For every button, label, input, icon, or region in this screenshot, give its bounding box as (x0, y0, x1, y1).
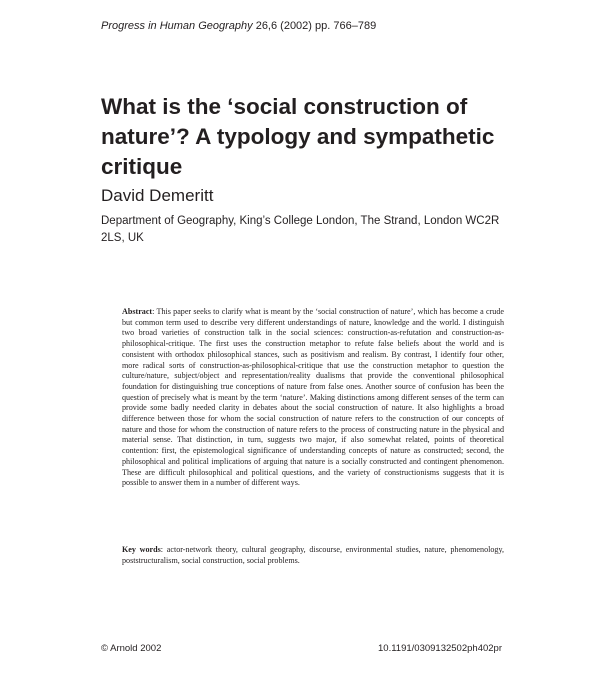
journal-volume-pages: 26,6 (2002) pp. 766–789 (252, 20, 377, 32)
copyright-notice: © Arnold 2002 (101, 643, 162, 654)
author-name: David Demeritt (101, 186, 214, 205)
abstract-label: Abstract (122, 307, 153, 316)
keywords-text: : actor-network theory, cultural geography, discourse, environmental studies, nature, phenomenology, poststructuralism, social construction, social problems. (122, 545, 504, 565)
abstract-text: : This paper seeks to clarify what is meant by the ‘social construction of nature’, which has become a crude but common term used to describe very different understandings of nature, knowledge and the world. I distinguish two broad varieties of construction talk in the social sciences: construction-as-refutation and construction-as-philosophical-critique. The first uses the construction metaphor to refute false beliefs about the world and is consistent with orthodox philosophical stances, such as positivism and realism. By contrast, I identify four other, more radical sorts of construction-as-philosophical-critique that use the construction metaphor to question the culture/nature, subject/object and representation/reality dualisms that provide the conventional philosophical foundation for distinguishing true conceptions of nature from false ones. Another source of confusion has been the question of precisely what is meant by the term ‘nature’. Making distinctions among different senses of the term can provide some badly needed clarity in debates about the social construction of nature. It also highlights a broad difference between those for whom the social construction of nature refers to the construction of our concepts of nature and those for whom the construction of nature refers to the process of constructing nature in the physical and material sense. That distinction, in turn, suggests two major, if also somewhat related, points of theoretical contention: first, the epistemological significance of understanding concepts of nature as constructed; second, the philosophical and political implications of arguing that nature is a socially constructed and contingent phenomenon. These are difficult philosophical and political questions, and the variety of constructionisms suggests that it is possible to answer them in a number of different ways. (122, 307, 504, 488)
journal-citation (101, 20, 501, 32)
doi-reference: 10.1191/0309132502ph402pr (378, 643, 502, 654)
abstract (122, 307, 504, 489)
keywords-label: Key words (122, 545, 161, 554)
journal-name: Progress in Human Geography (101, 20, 253, 32)
article-title: What is the ‘social construction of nature’? A typology and sympathetic critique (101, 94, 495, 179)
author-affiliation: Department of Geography, King’s College London, The Strand, London WC2R 2LS, UK (101, 215, 500, 244)
keywords (122, 545, 504, 566)
